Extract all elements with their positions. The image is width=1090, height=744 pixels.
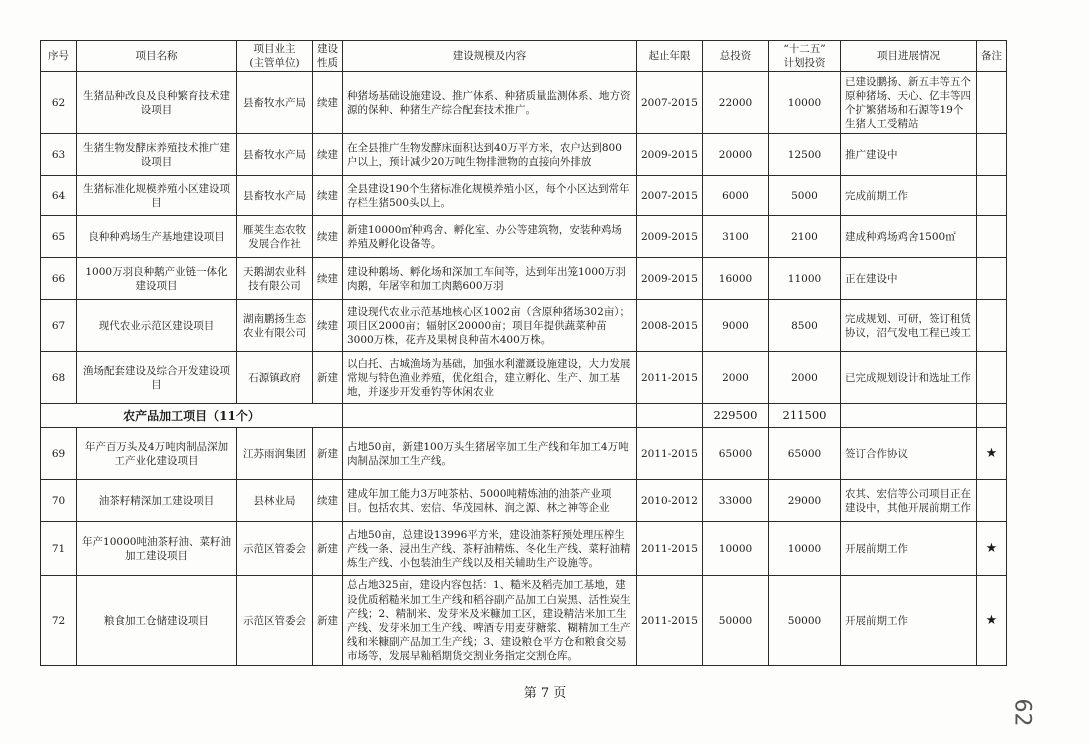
progress-status: 完成前期工作 [841,176,977,216]
row-number: 62 [41,72,77,134]
page-number: 第 7 页 [523,686,567,701]
progress-status: 已完成规划设计和选址工作 [841,352,977,404]
progress-status: 签订合作协议 [841,428,977,480]
project-name: 油茶籽精深加工建设项目 [77,480,237,522]
construction-content: 以白托、古城渔场为基础，加强水利灌溉设施建设，大力发展常规与特色渔业养殖，优化组合，建立孵化、生产、加工基地，并逐步开发垂钓等休闲农业 [343,352,637,404]
table-row [41,428,1007,480]
plan-investment: 12500 [769,134,841,176]
table-row [41,176,1007,216]
project-owner: 天鹅湖农业科技有限公司 [237,258,313,300]
project-owner: 江苏雨润集团 [237,428,313,480]
construction-content: 全县建设190个生猪标准化规模养殖小区，每个小区达到常年存栏生猪500头以上。 [343,176,637,216]
table-row [41,300,1007,352]
table-row [41,522,1007,576]
row-number: 69 [41,428,77,480]
project-name: 生猪标准化规模养殖小区建设项目 [77,176,237,216]
note-star [977,72,1007,134]
project-owner: 示范区管委会 [237,522,313,576]
table-row [41,72,1007,134]
header-cell: 总投资 [703,41,769,72]
construction-nature: 新建 [313,352,343,404]
note-star [977,480,1007,522]
table-row [41,134,1007,176]
project-table [40,40,1007,666]
plan-investment: 65000 [769,428,841,480]
category-plan: 211500 [769,404,841,428]
construction-nature: 续建 [313,300,343,352]
project-name: 良种种鸡场生产基地建设项目 [77,216,237,258]
progress-status: 开展前期工作 [841,522,977,576]
project-name: 生猪品种改良及良种繁育技术建设项目 [77,72,237,134]
empty-cell [637,404,703,428]
header-cell: 备注 [977,41,1007,72]
note-star [977,176,1007,216]
construction-nature: 续建 [313,72,343,134]
plan-investment: 2000 [769,352,841,404]
table-row [41,216,1007,258]
category-row [41,404,1007,428]
project-name: 1000万羽良种鹅产业链一体化建设项目 [77,258,237,300]
row-number: 72 [41,576,77,666]
empty-cell [841,404,977,428]
construction-content: 新建10000㎡种鸡舍、孵化室、办公等建筑物，安装种鸡场养殖及孵化设备等。 [343,216,637,258]
total-investment: 33000 [703,480,769,522]
category-total: 229500 [703,404,769,428]
empty-cell [977,404,1007,428]
note-star: ★ [977,522,1007,576]
project-owner: 县林业局 [237,480,313,522]
project-owner: 雁荚生态农牧发展合作社 [237,216,313,258]
construction-nature: 续建 [313,258,343,300]
project-name: 粮食加工仓储建设项目 [77,576,237,666]
construction-nature: 续建 [313,480,343,522]
note-star [977,134,1007,176]
handwritten-page-mark: 62 [1009,698,1035,727]
plan-investment: 5000 [769,176,841,216]
header-cell: 建设 性质 [313,41,343,72]
total-investment: 50000 [703,576,769,666]
header-cell: 项目进展情况 [841,41,977,72]
note-star: ★ [977,428,1007,480]
progress-status: 开展前期工作 [841,576,977,666]
note-star: ★ [977,576,1007,666]
total-investment: 16000 [703,258,769,300]
progress-status: 农其、宏信等公司项目正在建设中，其他开展前期工作 [841,480,977,522]
project-owner: 县畜牧水产局 [237,176,313,216]
construction-content: 建成年加工能力3万吨茶枯、5000吨精炼油的油茶产业项目。包括农其、宏信、华茂园林、润之源、林之神等企业 [343,480,637,522]
plan-investment: 2100 [769,216,841,258]
progress-status: 完成规划、可研，签订租赁协议，沼气发电工程已竣工 [841,300,977,352]
row-number: 65 [41,216,77,258]
period: 2011-2015 [637,352,703,404]
table-row [41,352,1007,404]
header-cell: 起止年限 [637,41,703,72]
total-investment: 2000 [703,352,769,404]
progress-status: 推广建设中 [841,134,977,176]
project-owner: 示范区管委会 [237,576,313,666]
period: 2007-2015 [637,72,703,134]
empty-cell [343,404,637,428]
category-label: 农产品加工项目（11个） [41,404,343,428]
header-cell: 项目业主 (主管单位) [237,41,313,72]
project-name: 现代农业示范区建设项目 [77,300,237,352]
total-investment: 6000 [703,176,769,216]
plan-investment: 11000 [769,258,841,300]
total-investment: 10000 [703,522,769,576]
total-investment: 9000 [703,300,769,352]
period: 2010-2012 [637,480,703,522]
table-row [41,258,1007,300]
row-number: 68 [41,352,77,404]
project-owner: 湖南鹏扬生态农业有限公司 [237,300,313,352]
row-number: 71 [41,522,77,576]
progress-status: 已建设鹏扬、新五丰等五个原种猪场、天心、亿丰等四个扩繁猪场和石源等19个生猪人工受精站 [841,72,977,134]
period: 2007-2015 [637,176,703,216]
construction-nature: 续建 [313,216,343,258]
header-cell: 项目名称 [77,41,237,72]
row-number: 67 [41,300,77,352]
note-star [977,352,1007,404]
period: 2009-2015 [637,134,703,176]
construction-content: 占地50亩，总建设13996平方米，建设油茶籽预处理压榨生产线一条、浸出生产线、茶籽油精炼、冬化生产线、菜籽油精炼生产线、小包装油生产线以及相关辅助生产设施等。 [343,522,637,576]
period: 2011-2015 [637,522,703,576]
period: 2011-2015 [637,428,703,480]
total-investment: 22000 [703,72,769,134]
construction-content: 总占地325亩，建设内容包括：1、糙米及稻壳加工基地，建设优质稻糙米加工生产线和稻谷副产品加工白炭黑、活性炭生产线；2、精制米、发芽米及米糠加工区，建设精洁米加工生产线、发芽米加工生产线、啤酒专用麦芽糖浆、糊精加工生产线和米糠副产品加工生产线；3、建设粮仓平方仓和粮食交易市场等，发展早籼稻期货交割业务指定交割仓库。 [343,576,637,666]
row-number: 63 [41,134,77,176]
row-number: 70 [41,480,77,522]
note-star [977,300,1007,352]
period: 2009-2015 [637,216,703,258]
header-cell: 序号 [41,41,77,72]
period: 2011-2015 [637,576,703,666]
construction-content: 占地50亩，新建100万头生猪屠宰加工生产线和年加工4万吨肉制品深加工生产线。 [343,428,637,480]
project-name: 渔场配套建设及综合开发建设项目 [77,352,237,404]
note-star [977,258,1007,300]
project-owner: 县畜牧水产局 [237,72,313,134]
plan-investment: 10000 [769,522,841,576]
plan-investment: 8500 [769,300,841,352]
progress-status: 建成种鸡场鸡舍1500㎡ [841,216,977,258]
row-number: 66 [41,258,77,300]
header-cell: “十二五” 计划投资 [769,41,841,72]
table-header [41,41,1007,72]
period: 2009-2015 [637,258,703,300]
construction-content: 种猪场基础设施建设、推广体系、种猪质量监测体系、地方资源的保种、种猪生产综合配套技术推广。 [343,72,637,134]
project-name: 生猪生物发酵床养殖技术推广建设项目 [77,134,237,176]
construction-content: 建设现代农业示范基地核心区1002亩（含原种猪场302亩）；项目区2000亩；辐射区20000亩；项目年提供蔬菜种苗3000万株，花卉及果树良种苗木400万株。 [343,300,637,352]
row-number: 64 [41,176,77,216]
header-cell: 建设规模及内容 [343,41,637,72]
construction-nature: 新建 [313,428,343,480]
plan-investment: 50000 [769,576,841,666]
project-name: 年产百万头及4万吨肉制品深加工产业化建设项目 [77,428,237,480]
table-row [41,576,1007,666]
table-row [41,480,1007,522]
plan-investment: 29000 [769,480,841,522]
construction-nature: 续建 [313,176,343,216]
plan-investment: 10000 [769,72,841,134]
construction-nature: 新建 [313,522,343,576]
construction-content: 在全县推广生物发酵床面积达到40万平方米，农户达到800户以上，预计减少20万吨生物排泄物的直接向外排放 [343,134,637,176]
note-star [977,216,1007,258]
total-investment: 3100 [703,216,769,258]
construction-content: 建设种鹅场、孵化场和深加工车间等，达到年出笼1000万羽肉鹅，年屠宰和加工肉鹅600万羽 [343,258,637,300]
project-name: 年产10000吨油茶籽油、菜籽油加工建设项目 [77,522,237,576]
project-owner: 县畜牧水产局 [237,134,313,176]
total-investment: 20000 [703,134,769,176]
project-owner: 石源镇政府 [237,352,313,404]
construction-nature: 续建 [313,134,343,176]
period: 2008-2015 [637,300,703,352]
construction-nature: 新建 [313,576,343,666]
total-investment: 65000 [703,428,769,480]
progress-status: 正在建设中 [841,258,977,300]
table-body [41,72,1007,666]
